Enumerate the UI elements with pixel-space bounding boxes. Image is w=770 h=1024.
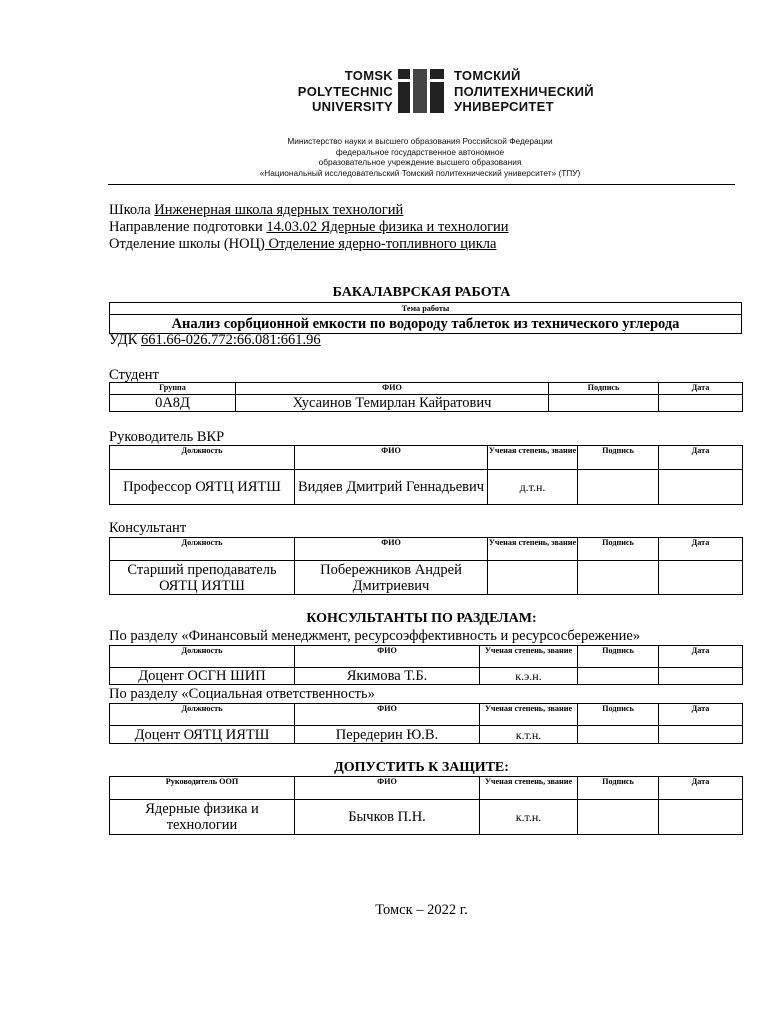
social-position: Доцент ОЯТЦ ИЯТШ bbox=[110, 726, 295, 744]
social-label: По разделу «Социальная ответственность» bbox=[109, 686, 375, 702]
topic-text: Анализ сорбционной емкости по водороду таблеток из технического углерода bbox=[110, 315, 742, 334]
udk-line: УДК 661.66-026.772:66.081:661.96 bbox=[109, 332, 321, 348]
supervisor-label: Руководитель ВКР bbox=[109, 429, 225, 445]
finance-position: Доцент ОСГН ШИП bbox=[110, 668, 295, 685]
admit-table: Руководитель ООП ФИО Ученая степень, звание Подпись Дата Ядерные физика и технологии Бычков П.Н. к.т.н. bbox=[109, 776, 743, 835]
social-name: Передерин Ю.В. bbox=[295, 726, 480, 744]
supervisor-degree: д.т.н. bbox=[488, 470, 578, 505]
direction-line: Направление подготовки 14.03.02 Ядерные физика и технологии bbox=[109, 219, 509, 235]
sections-heading: КОНСУЛЬТАНТЫ ПО РАЗДЕЛАМ: bbox=[306, 611, 537, 626]
supervisor-name: Видяев Дмитрий Геннадьевич bbox=[295, 470, 488, 505]
finance-label: По разделу «Финансовый менеджмент, ресурсоэффективность и ресурсосбережение» bbox=[109, 628, 641, 644]
tpu-logo-icon bbox=[398, 69, 444, 113]
topic-table bbox=[109, 302, 742, 334]
topic-label: Тема работы bbox=[110, 303, 742, 315]
consultant-degree bbox=[488, 561, 578, 595]
logo-text-en: TOMSK POLYTECHNIC UNIVERSITY bbox=[297, 68, 393, 114]
admit-name: Бычков П.Н. bbox=[295, 800, 480, 835]
ministry-header: Министерство науки и высшего образования Российской Федерации федеральное государственное автономное образовательное учреждение высшего образования «Национальный исследовательский Томский политехнический университет» (ТПУ) bbox=[259, 136, 581, 178]
department-line: Отделение школы (НОЦ) Отделение ядерно-топливного цикла bbox=[109, 236, 497, 252]
school-info bbox=[109, 202, 509, 253]
social-table: Должность ФИО Ученая степень, звание Подпись Дата Доцент ОЯТЦ ИЯТШ Передерин Ю.В. к.т.н. bbox=[109, 703, 743, 744]
school-line: Школа Инженерная школа ядерных технологий bbox=[109, 202, 404, 218]
admit-degree: к.т.н. bbox=[480, 800, 578, 835]
consultant-position: Старший преподаватель ОЯТЦ ИЯТШ bbox=[110, 561, 295, 595]
finance-name: Якимова Т.Б. bbox=[295, 668, 480, 685]
student-table: Группа ФИО Подпись Дата 0А8Д Хусаинов Темирлан Кайратович bbox=[109, 382, 743, 412]
consultant-label: Консультант bbox=[109, 520, 187, 536]
student-group: 0А8Д bbox=[110, 395, 236, 412]
admit-heading: ДОПУСТИТЬ К ЗАЩИТЕ: bbox=[334, 760, 509, 775]
supervisor-position: Профессор ОЯТЦ ИЯТШ bbox=[110, 470, 295, 505]
consultant-name: Побережников Андрей Дмитриевич bbox=[295, 561, 488, 595]
student-name: Хусаинов Темирлан Кайратович bbox=[236, 395, 549, 412]
admit-position: Ядерные физика и технологии bbox=[110, 800, 295, 835]
logo-text-ru: ТОМСКИЙ ПОЛИТЕХНИЧЕСКИЙ УНИВЕРСИТЕТ bbox=[454, 68, 594, 114]
work-heading: БАКАЛАВРСКАЯ РАБОТА bbox=[332, 285, 511, 300]
social-degree: к.т.н. bbox=[480, 726, 578, 744]
header-divider bbox=[108, 184, 735, 185]
supervisor-table: Должность ФИО Ученая степень, звание Подпись Дата Профессор ОЯТЦ ИЯТШ Видяев Дмитрий Геннадьевич д.т.н. bbox=[109, 445, 743, 505]
student-label: Студент bbox=[109, 367, 159, 383]
finance-degree: к.э.н. bbox=[480, 668, 578, 685]
finance-table: Должность ФИО Ученая степень, звание Подпись Дата Доцент ОСГН ШИП Якимова Т.Б. к.э.н. bbox=[109, 645, 743, 685]
consultant-table: Должность ФИО Ученая степень, звание Подпись Дата Старший преподаватель ОЯТЦ ИЯТШ Побережников Андрей Дмитриевич bbox=[109, 537, 743, 595]
footer-city-year: Томск – 2022 г. bbox=[375, 902, 468, 918]
